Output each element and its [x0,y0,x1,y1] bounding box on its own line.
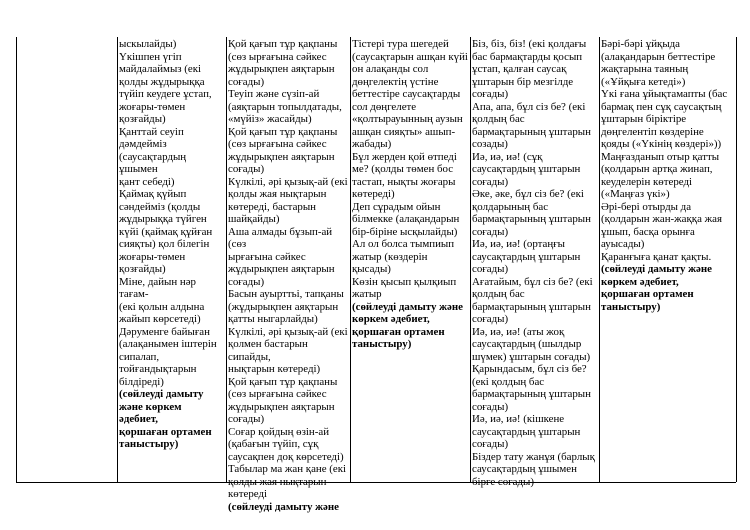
text-line: соғады) [228,163,265,175]
text-line: соғады) [472,225,509,238]
text-line: қозғайды) [119,113,166,125]
text-line: ырғағына сәйкес [228,250,306,263]
bold-text-line: таныстыру) [119,438,179,450]
text-line: (сөз ырғағына сәйкес [228,50,327,63]
table-cell-column-2 [119,38,225,482]
text-line: жатыр (көздерін қысады) [352,250,428,275]
text-line: Иә, иә, иә! (аты жоқ [472,325,565,338]
table-column-divider [350,37,351,482]
text-line: бармақтарының ұштарын [472,300,591,313]
text-line: қант себеді) [119,175,175,188]
text-line: Иә, иә, иә! (сұқ [472,150,543,163]
text-line: тойғандықтарын [119,363,197,375]
text-line: бармақтарының ұштарын [472,388,591,400]
text-line: Ал ол болса тымпиып [352,238,455,250]
bold-line-wrapper [119,388,225,401]
text-line: Теуіп және сүзіп-ай [228,88,320,100]
text-line: Біз, біз, біз! (екі қолдағы [472,38,587,50]
text-line: қолдарының бас [472,200,549,213]
text-line: шайқайды) [228,213,280,225]
text-line: Ағатайым, бұл сіз бе? (екі [472,275,593,288]
text-line: соғады) [472,438,509,450]
text-line: Қой қағып тұр қақпаны [228,125,338,138]
table-column-divider [226,37,227,482]
text-line: Соғар қойдың өзін-ай [228,425,330,438]
bold-text-line: әдебиет, [119,413,158,425]
text-line: Үкішпен үгіп [119,50,182,63]
text-line: (екі қолдың бас [472,375,545,388]
text-line: «қолтырауынның аузын [352,113,463,125]
bold-line-wrapper [228,501,349,514]
table-cell-column-3 [228,38,349,513]
text-line: (алақанымен іштерін [119,338,217,350]
text-line: Деп сұрадым ойын [352,200,441,213]
text-line: Міне, дайын нәр тағам- [119,275,196,300]
text-line: Дәруменге байыған [119,325,210,338]
text-line: жұдырықпен аяқтарын [228,63,335,75]
text-line: жұдырықпен аяқтарын [228,150,335,163]
text-line: Қой қағып тұр қақпаны [228,375,338,388]
bold-line-wrapper [601,276,735,289]
text-line: соғады) [228,75,265,88]
text-line: жақтарына таяның [601,63,689,75]
text-line: қолды жұдырыққа [119,75,205,88]
text-line: жатыр [352,288,382,300]
text-line: күйі (қаймақ құйған [119,225,213,238]
text-line: жұдырықпен аяқтарын [228,400,335,413]
text-line: дөңгелентіп көздеріне [601,125,704,138]
text-line: жұдырыққа түйген [119,213,207,225]
text-line: қозғайды) [119,263,166,275]
text-line: ұштарын бір мезгілде [472,75,574,88]
text-line: жұдырықпен аяқтарын [228,263,335,275]
bold-text-line: таныстыру) [601,300,661,313]
text-line: соғады) [472,313,509,325]
table-column-divider [599,37,600,482]
text-line: ауысады) [601,238,645,250]
table-cell-column-4 [352,38,469,482]
text-line: Күлкілі, әрі қызық-ай (екі [228,325,348,338]
text-line: жоғары-төмен [119,100,186,113]
bold-line-wrapper [352,338,469,351]
text-line: Әрі-бері отырды да [601,200,692,213]
text-line: бармақ пен сұқ саусақтың [601,100,722,113]
text-line: Қаранғыға қанат қақты. [601,250,712,263]
text-line: Бәрі-бәрі ұйқыда [601,38,681,50]
bold-text-line: таныстыру) [352,338,412,350]
text-line: сол дөңгелете [352,100,417,113]
text-line: Үкі ғана ұйықтамапты (бас [601,88,728,100]
text-line: (алақандарын беттестіре [601,50,716,63]
text-line: тастап, нықты жоғары [352,175,456,188]
text-line: ме? (қолды төмен бос [352,163,454,175]
text-line: соғады) [228,413,265,425]
text-line: ыскылайды) [119,38,177,50]
bold-text-line: (сөйлеуді дамыту және [352,300,463,313]
text-line: Күлкілі, әрі қызық-ай (екі [228,175,348,188]
bold-line-wrapper [601,288,735,301]
text-line: созады) [472,138,508,150]
text-line: саусақпен дoқ көрсетеді) [228,450,344,463]
text-line: Бұл жерден қой өтпеді [352,150,457,163]
text-line: Көзін қысып қылқиып [352,275,457,288]
text-line: қолмен бастарын сипайды, [228,338,308,363]
text-line: (екі қолын алдына [119,300,205,313]
text-line: беттестіре саусақтарды [352,88,461,100]
text-line: Иә, иә, иә! (кішкене [472,413,565,425]
text-line: саусақтардың ұштарын [472,250,581,263]
text-line: соғады) [472,88,509,100]
text-line: бармақтарының ұштарын [472,213,591,225]
text-line: соғады) [472,175,509,188]
text-line: Иә, иә, иә! (ортаңғы [472,238,565,250]
bold-text-line: қоршаған ортамен [119,425,212,438]
table-column-divider [470,37,471,482]
bold-text-line: (сөйлеуді дамыту және [228,500,339,513]
text-line: шүмек) ұштарын соғады) [472,350,591,363]
bold-text-line: (сөйлеуді дамыту және [601,263,712,275]
text-line: ұстап, қалған саусақ [472,63,567,75]
text-line: бірге соғады) [472,475,534,488]
bold-text-line: (сөйлеуді дамыту [119,388,204,400]
text-line: кеуделерін көтереді [601,175,693,188]
text-line: (сөз ырғағына сәйкес [228,388,327,400]
text-line: бір-біріне ысқылайды) [352,225,458,238]
bold-line-wrapper [352,301,469,314]
text-line: Аша алмады бұзып-ай (сөз [228,225,333,250]
text-line: Қанттай сеуіп [119,125,184,138]
text-line: қатты ныгарлайды) [228,313,318,325]
text-line: түйіп кеудеге ұстап, [119,88,212,100]
table-column-divider [117,37,118,482]
text-line: сияқты) қол білегін [119,238,210,250]
text-line: Біздер тату жанұя (барлық [472,450,595,463]
text-line: дөңгелектің үстіне [352,75,439,88]
text-line: (аяқтарын топылдатады, [228,100,342,113]
text-line: қояды («Үкінің көздері»)) [601,138,722,150]
text-line: (сөз ырғағына сәйкес [228,138,327,150]
text-line: майдалаймыз (екі [119,63,202,75]
table-cell-column-6 [601,38,735,482]
text-line: білмекке (алақандарын [352,213,460,225]
text-line: сипалап, [119,350,160,363]
bold-text-line: қоршаған ортамен [601,288,694,300]
bold-line-wrapper [601,263,735,276]
text-line: қолдың бас [472,288,525,300]
text-line: Тістері тура шегедей [352,38,449,50]
text-line: нықтарын көтереді) [228,363,321,375]
text-line: саусақтардың (шылдыр [472,338,582,350]
text-line: (саусақтарын ашқан күйі [352,50,468,63]
bold-line-wrapper [119,426,225,439]
bold-line-wrapper [119,401,225,414]
text-line: жоғары-төмен [119,250,186,263]
bold-text-line: көркем әдебиет, [352,313,430,325]
text-line: білдіреді) [119,375,164,388]
text-line: ашқан сияқты» ашып- [352,125,456,138]
bold-line-wrapper [352,326,469,339]
text-line: соғады) [472,263,509,275]
text-line: Әке, әке, бұл сіз бе? (екі [472,188,584,200]
text-line: Апа, апа, бұл сіз бе? (екі [472,100,586,113]
text-line: дәмдейміз [119,138,167,150]
text-line: саусақтардың ұшымен [472,463,577,475]
bold-text-line: қоршаған ортамен [352,325,445,338]
text-line: соғады) [228,275,265,288]
bold-line-wrapper [119,438,225,451]
text-line: Қарындасым, бұл сіз бе? [472,363,587,375]
table-border-right [736,37,737,482]
text-line: саусақтардың ұштарын [472,163,581,175]
text-line: сәндейміз (қолды [119,200,201,213]
bold-line-wrapper [352,313,469,326]
text-line: жабады) [352,138,392,150]
text-line: (саусақтардың ұшымен [119,150,187,175]
bold-line-wrapper [601,301,735,314]
text-line: Қой қағып тұр қақпаны [228,38,338,50]
text-line: он алақанды сол [352,63,429,75]
text-line: «мүйіз» жасайды) [228,113,312,125]
text-line: көтереді) [352,188,395,200]
text-line: (қабағын түйіп, сұқ [228,438,319,450]
text-line: ұшып, басқа орынға [601,225,695,238]
text-line: бармақтарының ұштарын [472,125,591,138]
bold-line-wrapper [119,413,225,426]
text-line: Басын ауырттьі, тапқаны [228,288,344,300]
table-border-left [16,37,17,482]
text-line: қолды жая нықтарын [228,188,327,200]
table-cell-column-5 [472,38,598,488]
text-line: («Ұйқыға кетеді») [601,75,686,88]
text-line: Табылар ма жан қане (екі [228,463,347,475]
text-line: (қолдарын артқа жинап, [601,163,713,175]
text-line: («Маңғаз үкі») [601,188,670,200]
text-line: (жұдырықпен аяқтарын [228,300,339,313]
text-line: соғады) [472,400,509,413]
text-line: көтереді [228,488,268,500]
text-line: көтереді, бастарын [228,200,317,213]
text-line: қолды жая нықтарын [228,475,327,488]
text-line: жайып көрсетеді) [119,313,201,325]
text-line: Маңғазданып отыр қатты [601,150,720,163]
text-line: қолдың бас [472,113,525,125]
table-bottom-border [16,482,736,483]
text-line: (қолдарын жан-жаққа жая [601,213,723,225]
text-line: Қаймақ қүйып [119,188,187,200]
text-line: саусақтардың ұштарын [472,425,581,438]
bold-text-line: көркем әдебиет, [601,275,679,288]
text-line: бас бармақтарды қосып [472,50,583,63]
bold-text-line: және көркем [119,400,182,413]
text-line: ұштарын біріктіре [601,113,687,125]
